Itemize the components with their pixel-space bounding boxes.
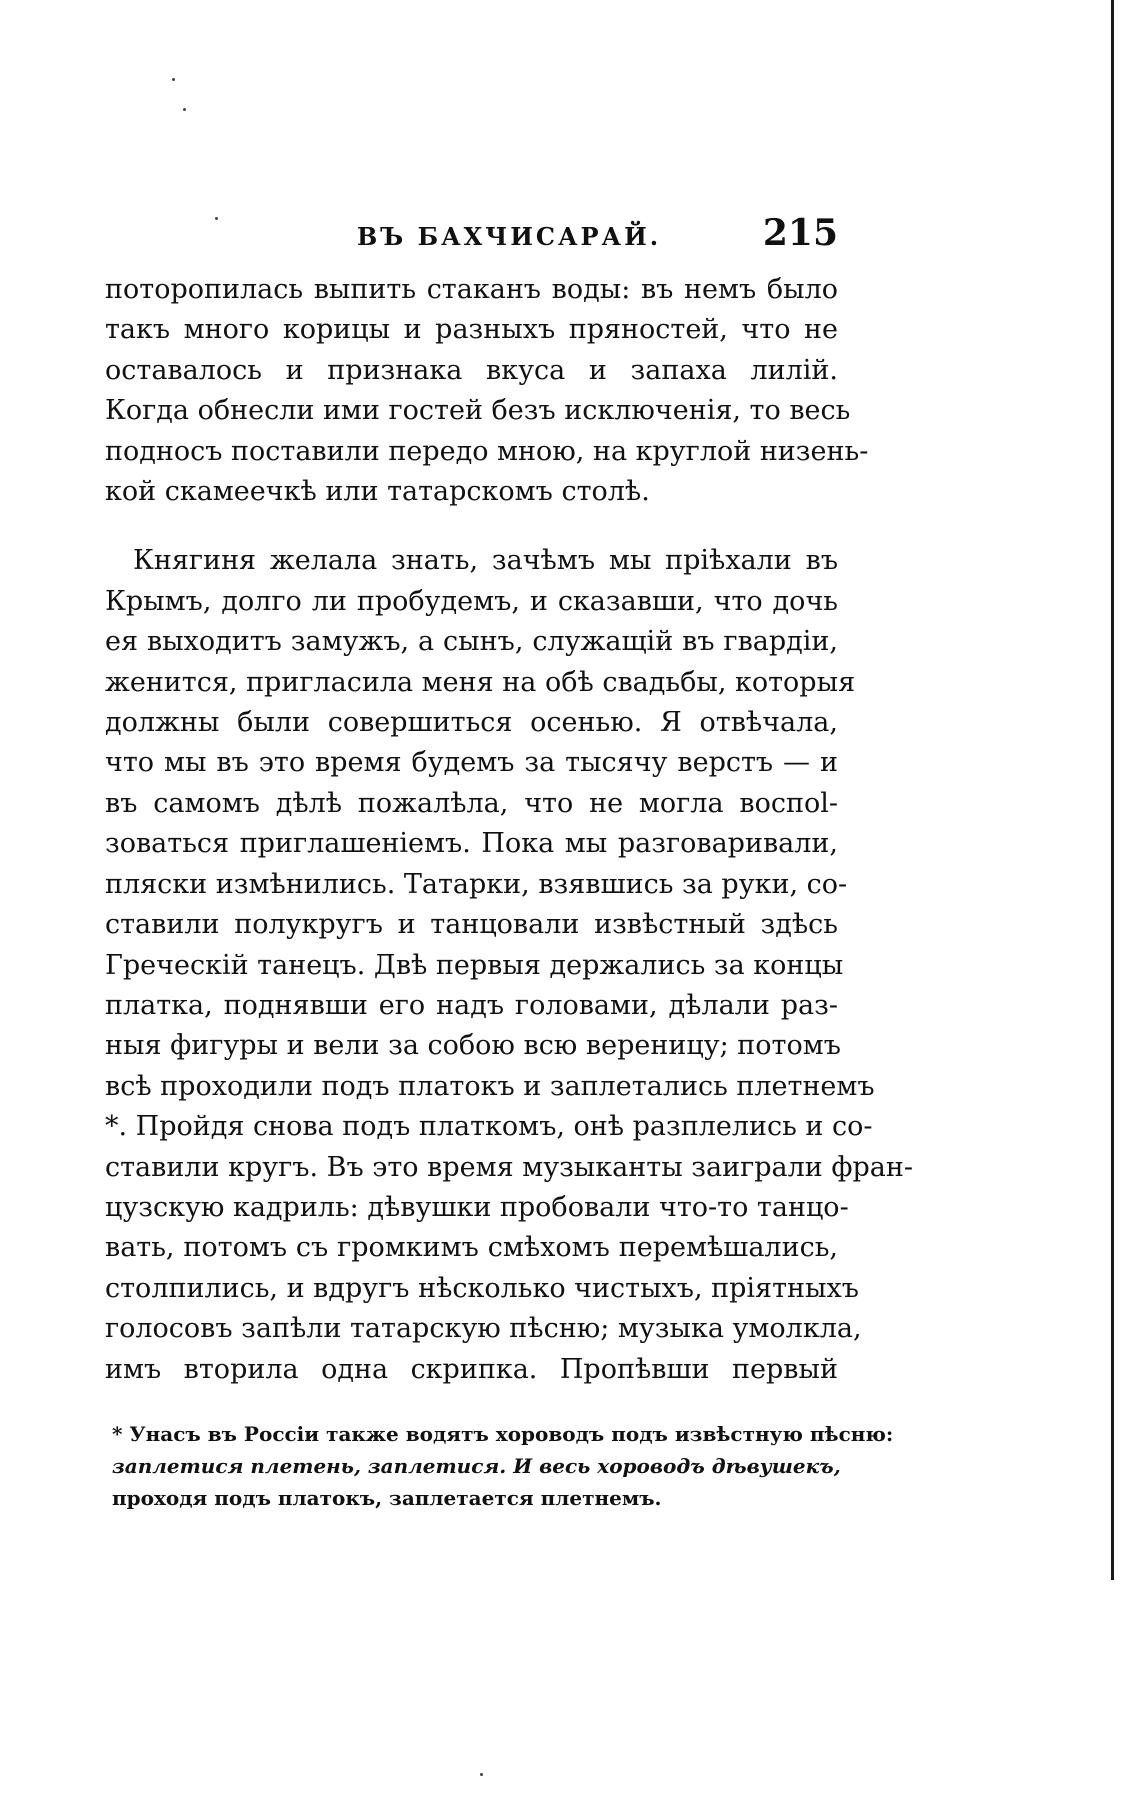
print-speck <box>480 1773 483 1776</box>
footnote-line: заплетися плетень, заплетися. И весь хороводъ дѣвушекъ, <box>112 1454 841 1478</box>
page-header <box>105 212 838 258</box>
text-line: ставили кругъ. Въ это время музыканты заиграли фран- <box>105 1151 913 1183</box>
page-number: 215 <box>762 212 838 254</box>
text-line: вать, потомъ съ громкимъ смѣхомъ перемѣшались, <box>105 1232 838 1264</box>
text-line: цузскую кадриль: дѣвушки пробовали что-то танцо- <box>105 1191 849 1223</box>
footnote-line: проходя подъ платокъ, заплетается плетнемъ. <box>112 1486 662 1510</box>
text-line: всѣ проходили подъ платокъ и заплетались плетнемъ <box>105 1070 875 1102</box>
footnote-line: * Унасъ въ Россіи также водятъ хороводъ подъ извѣстную пѣсню: <box>112 1422 894 1446</box>
text-line: имъ вторила одна скрипка. Пропѣвши первый <box>105 1353 838 1385</box>
text-line: женится, пригласила меня на обѣ свадьбы, которыя <box>105 666 856 698</box>
text-line: въ самомъ дѣлѣ пожалѣла, что не могла воспol- <box>105 787 838 819</box>
text-line: Греческій танецъ. Двѣ первыя держались за концы <box>105 949 844 981</box>
text-line: подносъ поставили передо мною, на круглой низень- <box>105 435 869 467</box>
text-line: ея выходитъ замужъ, а сынъ, служащій въ гвардіи, <box>105 626 838 658</box>
running-head: ВЪ БАХЧИСАРАЙ. <box>357 222 662 251</box>
text-line: такъ много корицы и разныхъ пряностей, что не <box>105 314 838 346</box>
text-line: Княгиня желала знать, зачѣмъ мы пріѣхали въ <box>133 545 838 577</box>
text-line: голосовъ запѣли татарскую пѣсню; музыка умолкла, <box>105 1313 862 1345</box>
paragraph-1 <box>105 270 869 512</box>
text-line: оставалось и признака вкуса и запаха лилій. <box>105 354 838 386</box>
text-line: Крымъ, долго ли пробудемъ, и сказавши, что дочь <box>105 585 838 617</box>
print-speck <box>172 78 175 81</box>
text-line: ставили полукругъ и танцовали извѣстный здѣсь <box>105 909 838 941</box>
text-line: столпились, и вдругъ нѣсколько чистыхъ, пріятныхъ <box>105 1272 859 1304</box>
page-edge-rule <box>1111 0 1114 1580</box>
print-speck <box>183 108 186 111</box>
text-line: пляски измѣнились. Татарки, взявшись за руки, со- <box>105 868 848 900</box>
text-line: что мы въ это время будемъ за тысячу верстъ — и <box>105 747 838 779</box>
text-line: кой скамеечкѣ или татарскомъ столѣ. <box>105 476 650 508</box>
text-line: поторопилась выпить стаканъ воды: въ немъ было <box>105 274 838 305</box>
text-line: *. Пройдя снова подъ платкомъ, онѣ разплелись и со- <box>105 1111 873 1143</box>
paragraph-2 <box>105 541 913 1390</box>
text-line: Когда обнесли ими гостей безъ исключенія, то весь <box>105 395 851 427</box>
text-line: зоваться приглашеніемъ. Пока мы разговаривали, <box>105 828 838 860</box>
text-line: ныя фигуры и вели за собою всю вереницу; потомъ <box>105 1030 841 1062</box>
text-line: должны были совершиться осенью. Я отвѣчала, <box>105 707 838 739</box>
text-line: платка, поднявши его надъ головами, дѣлали раз- <box>105 989 838 1021</box>
body-text <box>105 270 913 1390</box>
footnote <box>112 1418 894 1514</box>
